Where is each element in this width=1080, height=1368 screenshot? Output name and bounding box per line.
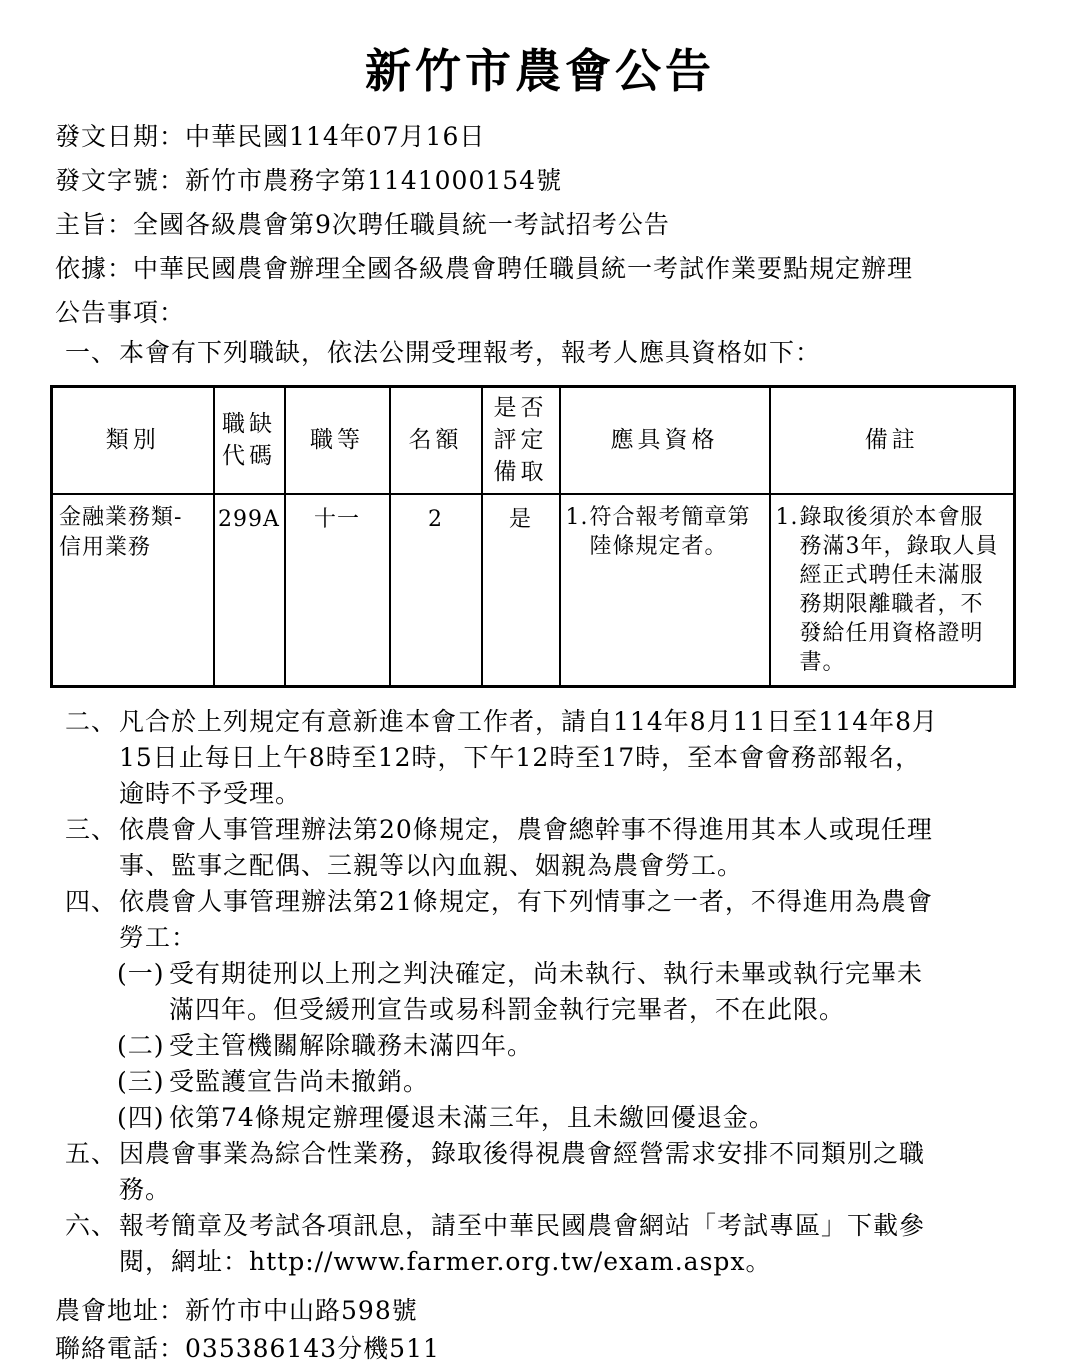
footer-phone-value: 035386143分機511 [185,1333,440,1363]
item-4 [65,884,965,956]
col-header-qualification: 應具資格 [560,387,770,494]
qualification-entry [566,503,765,561]
item-4-sub-2-number: (二) [117,1030,165,1060]
item-1 [65,335,965,371]
item-4-sub-4 [117,1100,965,1136]
field-basis [55,247,965,291]
field-subject-label: 主旨： [55,210,134,240]
col-header-category: 類別 [52,387,214,494]
vacancy-table-header-row [52,387,1015,494]
item-5-text: 因農會事業為綜合性業務，錄取後得視農會經營需求安排不同類別之職務。 [119,1138,926,1204]
item-4-sub-2-text: 受主管機關解除職務未滿四年。 [169,1030,534,1060]
footer-address [55,1292,965,1330]
item-4-sub-3 [117,1064,965,1100]
item-2-text: 凡合於上列規定有意新進本會工作者，請自114年8月11日至114年8月15日止每日上午8時至12時，下午12時至17時，至本會會務部報名，逾時不予受理。 [119,706,939,808]
cell-waitlist: 是 [482,494,560,687]
page-title: 新竹市農會公告 [365,44,715,98]
cell-code: 299A [214,494,285,687]
item-1-text: 本會有下列職缺，依法公開受理報考，報考人應具資格如下： [119,338,822,368]
field-subject-value: 全國各級農會第9次聘任職員統一考試招考公告 [133,210,670,240]
item-4-sub-1-text: 受有期徒刑以上刑之判決確定，尚未執行、執行未畢或執行完畢未滿四年。但受緩刑宣告或易科罰金執行完畢者，不在此限。 [169,958,924,1024]
item-4-sub-1-number: (一) [117,958,165,988]
footer-phone [55,1330,965,1368]
field-doc-number-label: 發文字號： [55,166,186,196]
col-header-rank: 職等 [285,387,390,494]
item-4-text: 依農會人事管理辦法第21條規定，有下列情事之一者，不得進用為農會勞工： [119,886,933,952]
cell-qualification [560,494,770,687]
field-doc-number-value: 新竹市農務字第1141000154號 [185,166,563,196]
field-announcement-matters [55,291,965,335]
cell-quota: 2 [390,494,482,687]
vacancy-table [50,385,1016,688]
item-2-number: 二、 [65,706,118,736]
field-basis-label: 依據： [55,254,134,284]
item-3-number: 三、 [65,814,118,844]
item-4-sub-3-text: 受監護宣告尚未撤銷。 [169,1066,430,1096]
remarks-entry-text: 錄取後須於本會服務滿3年，錄取人員經正式聘任未滿服務期限離職者，不發給任用資格證明書。 [799,504,999,675]
cell-category: 金融業務類-信用業務 [52,494,214,687]
item-5-number: 五、 [65,1138,118,1168]
item-3-text: 依農會人事管理辦法第20條規定，農會總幹事不得進用其本人或現任理事、監事之配偶、三親等以內血親、姻親為農會勞工。 [119,814,933,880]
field-announcement-matters-label: 公告事項： [55,298,186,328]
item-6-number: 六、 [65,1210,118,1240]
item-3 [65,812,965,884]
col-header-waitlist: 是否評定備取 [482,387,560,494]
cell-remarks [770,494,1015,687]
item-2 [65,704,965,812]
item-6 [65,1208,965,1280]
field-issue-date-label: 發文日期： [55,122,186,152]
footer-phone-label: 聯絡電話： [55,1333,186,1363]
field-subject [55,203,965,247]
item-1-number: 一、 [65,338,118,368]
item-4-sub-4-text: 依第74條規定辦理優退未滿三年，且未繳回優退金。 [169,1102,775,1132]
cell-rank: 十一 [285,494,390,687]
field-basis-value: 中華民國農會辦理全國各級農會聘任職員統一考試作業要點規定辦理 [133,254,914,284]
col-header-remarks: 備註 [770,387,1015,494]
item-6-text: 報考簡章及考試各項訊息，請至中華民國農會網站「考試專區」下載參閱，網址：http://www.farmer.org.tw/exam.aspx。 [119,1210,926,1276]
item-4-sub-2 [117,1028,965,1064]
item-4-number: 四、 [65,886,118,916]
field-doc-number [55,159,965,203]
field-issue-date [55,115,965,159]
item-4-sub-1 [117,956,965,1028]
field-issue-date-value: 中華民國114年07月16日 [185,122,486,152]
vacancy-table-row [52,494,1015,687]
item-4-sub-3-number: (三) [117,1066,165,1096]
col-header-quota: 名額 [390,387,482,494]
qualification-entry-number: 1. [565,504,589,530]
document-body [55,115,999,1368]
remarks-entry [776,503,1010,677]
item-5 [65,1136,965,1208]
document-footer [55,1292,965,1368]
footer-address-value: 新竹市中山路598號 [185,1295,418,1325]
remarks-entry-number: 1. [775,504,799,530]
item-4-sub-4-number: (四) [117,1102,165,1132]
col-header-code: 職缺代碼 [214,387,285,494]
footer-address-label: 農會地址： [55,1295,186,1325]
qualification-entry-text: 符合報考簡章第陸條規定者。 [589,504,751,559]
